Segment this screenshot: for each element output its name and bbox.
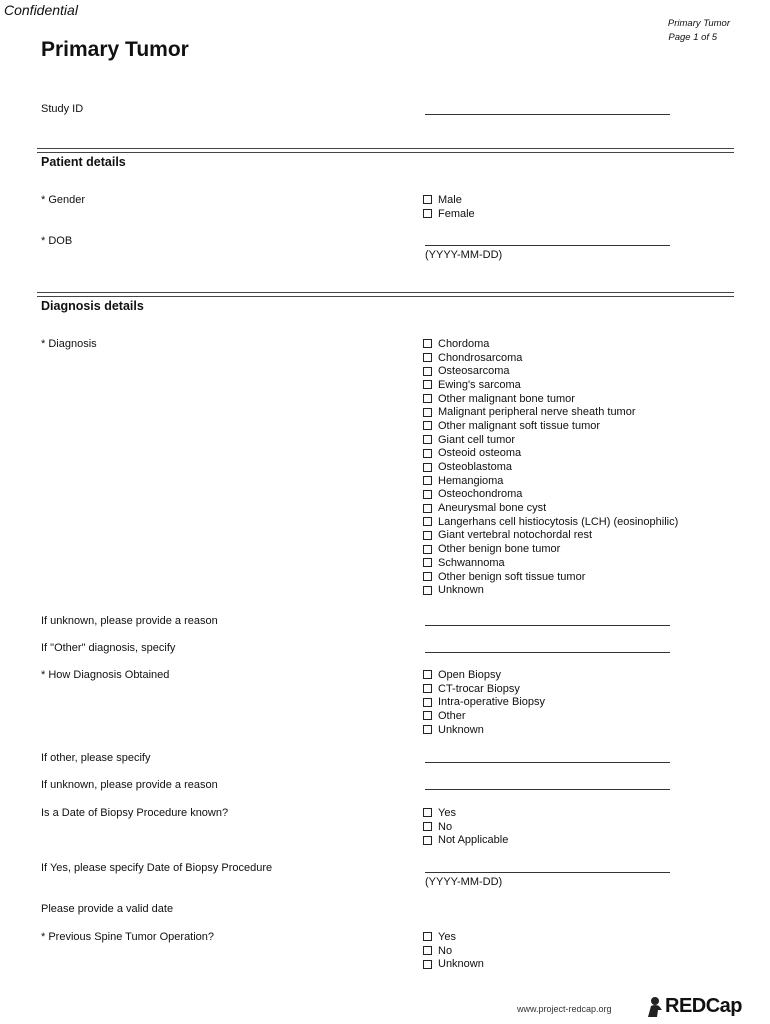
biopsy-date-known-label: Is a Date of Biopsy Procedure known?	[41, 807, 229, 819]
checkbox[interactable]	[423, 932, 432, 941]
diagnosis-option[interactable]	[423, 419, 678, 433]
option-label: Unknown	[438, 958, 484, 971]
confidential-label: Confidential	[4, 2, 78, 18]
how-obtained-label: * How Diagnosis Obtained	[41, 669, 170, 681]
option-label: Schwannoma	[438, 556, 505, 569]
diagnosis-option[interactable]	[423, 392, 678, 406]
diagnosis-section-title: Diagnosis details	[41, 299, 144, 313]
patient-section-title: Patient details	[41, 155, 126, 169]
diagnosis-option[interactable]	[423, 460, 678, 474]
header-page-number: Page 1 of 5	[668, 32, 717, 43]
checkbox[interactable]	[423, 808, 432, 817]
redcap-figure-icon	[645, 996, 665, 1018]
option-label: Giant cell tumor	[438, 433, 516, 446]
diagnosis-option[interactable]	[423, 570, 678, 584]
option-label: Male	[438, 193, 462, 206]
option-label: Other	[438, 709, 466, 722]
option-label: Osteoid osteoma	[438, 447, 522, 460]
diagnosis-option[interactable]	[423, 501, 678, 515]
option-label: Other malignant soft tissue tumor	[438, 419, 601, 432]
checkbox[interactable]	[423, 517, 432, 526]
gender-label: * Gender	[41, 194, 86, 206]
checkbox[interactable]	[423, 394, 432, 403]
checkbox[interactable]	[423, 822, 432, 831]
other-diagnosis-label: If "Other" diagnosis, specify	[41, 642, 176, 654]
section-divider	[37, 292, 734, 297]
option-label: Intra-operative Biopsy	[438, 696, 545, 709]
diagnosis-option[interactable]	[423, 529, 678, 543]
checkbox[interactable]	[423, 545, 432, 554]
option-label: Other benign bone tumor	[438, 543, 561, 556]
section-divider	[37, 148, 734, 153]
checkbox[interactable]	[423, 684, 432, 693]
diagnosis-option[interactable]	[423, 583, 678, 597]
diagnosis-option[interactable]	[423, 542, 678, 556]
diagnosis-option[interactable]	[423, 337, 678, 351]
option-label: Osteochondroma	[438, 488, 523, 501]
diagnosis-option[interactable]	[423, 351, 678, 365]
unknown-reason-label: If unknown, please provide a reason	[41, 615, 218, 627]
checkbox[interactable]	[423, 670, 432, 679]
checkbox[interactable]	[423, 449, 432, 458]
option-label: Langerhans cell histiocytosis (LCH) (eosinophilic)	[438, 515, 679, 528]
option-label: Yes	[438, 806, 456, 819]
how-obtained-option[interactable]	[423, 723, 545, 737]
checkbox[interactable]	[423, 367, 432, 376]
option-label: Chondrosarcoma	[438, 351, 523, 364]
other-diagnosis-field[interactable]	[425, 652, 670, 653]
diagnosis-option[interactable]	[423, 405, 678, 419]
checkbox[interactable]	[423, 408, 432, 417]
diagnosis-option[interactable]	[423, 488, 678, 502]
diagnosis-options	[423, 337, 678, 597]
checkbox[interactable]	[423, 380, 432, 389]
checkbox[interactable]	[423, 558, 432, 567]
dob-field[interactable]	[425, 245, 670, 246]
valid-date-label: Please provide a valid date	[41, 903, 174, 915]
gender-option-male[interactable]	[423, 193, 475, 207]
biopsy-known-option[interactable]	[423, 833, 508, 847]
diagnosis-option[interactable]	[423, 447, 678, 461]
study-id-label: Study ID	[41, 103, 84, 115]
redcap-logo	[645, 995, 742, 1018]
gender-option-female[interactable]	[423, 207, 475, 221]
option-label: No	[438, 944, 453, 957]
checkbox[interactable]	[423, 725, 432, 734]
checkbox[interactable]	[423, 711, 432, 720]
checkbox[interactable]	[423, 586, 432, 595]
biopsy-date-label: If Yes, please specify Date of Biopsy Procedure	[41, 862, 273, 874]
page-title: Primary Tumor	[41, 38, 189, 61]
other-specify-field[interactable]	[425, 762, 670, 763]
checkbox[interactable]	[423, 490, 432, 499]
other-specify-label: If other, please specify	[41, 752, 151, 764]
option-label: Other malignant bone tumor	[438, 392, 575, 405]
how-obtained-option[interactable]	[423, 682, 545, 696]
option-label: Open Biopsy	[438, 668, 501, 681]
checkbox[interactable]	[423, 353, 432, 362]
biopsy-date-format-hint: (YYYY-MM-DD)	[425, 876, 503, 888]
diagnosis-label: * Diagnosis	[41, 338, 97, 350]
checkbox[interactable]	[423, 946, 432, 955]
option-label: Hemangioma	[438, 474, 504, 487]
option-label: Not Applicable	[438, 834, 509, 847]
checkbox[interactable]	[423, 209, 432, 218]
dob-format-hint: (YYYY-MM-DD)	[425, 249, 503, 261]
gender-options	[423, 193, 475, 220]
how-obtained-option[interactable]	[423, 695, 545, 709]
option-label: Malignant peripheral nerve sheath tumor	[438, 406, 636, 419]
redcap-logo-text: REDCap	[665, 995, 743, 1017]
option-label: Osteoblastoma	[438, 461, 512, 474]
how-obtained-option[interactable]	[423, 668, 545, 682]
unknown-reason-label-2: If unknown, please provide a reason	[41, 779, 218, 791]
previous-op-option[interactable]	[423, 957, 484, 971]
checkbox[interactable]	[423, 195, 432, 204]
unknown-reason-field-2[interactable]	[425, 789, 670, 790]
checkbox[interactable]	[423, 531, 432, 540]
previous-operation-label: * Previous Spine Tumor Operation?	[41, 931, 215, 943]
checkbox[interactable]	[423, 698, 432, 707]
biopsy-date-field[interactable]	[425, 872, 670, 873]
diagnosis-option[interactable]	[423, 556, 678, 570]
how-obtained-option[interactable]	[423, 709, 545, 723]
checkbox[interactable]	[423, 476, 432, 485]
checkbox[interactable]	[423, 504, 432, 513]
option-label: Yes	[438, 930, 456, 943]
previous-op-option[interactable]	[423, 930, 484, 944]
study-id-field[interactable]	[425, 114, 670, 115]
biopsy-date-known-options	[423, 806, 508, 847]
option-label: CT-trocar Biopsy	[438, 682, 520, 695]
option-label: Unknown	[438, 723, 484, 736]
checkbox[interactable]	[423, 435, 432, 444]
option-label: Unknown	[438, 584, 484, 597]
biopsy-known-option[interactable]	[423, 820, 508, 834]
option-label: Osteosarcoma	[438, 365, 510, 378]
header-form-name: Primary Tumor	[667, 18, 730, 29]
previous-operation-options	[423, 930, 484, 971]
footer-url: www.project-redcap.org	[517, 1004, 612, 1014]
option-label: Other benign soft tissue tumor	[438, 570, 586, 583]
option-label: Female	[438, 207, 475, 220]
how-obtained-options	[423, 668, 545, 736]
option-label: No	[438, 820, 453, 833]
diagnosis-option[interactable]	[423, 433, 678, 447]
option-label: Aneurysmal bone cyst	[438, 502, 547, 515]
diagnosis-option[interactable]	[423, 378, 678, 392]
diagnosis-option[interactable]	[423, 515, 678, 529]
option-label: Giant vertebral notochordal rest	[438, 529, 593, 542]
diagnosis-option[interactable]	[423, 364, 678, 378]
biopsy-known-option[interactable]	[423, 806, 508, 820]
diagnosis-option[interactable]	[423, 474, 678, 488]
option-label: Chordoma	[438, 337, 490, 350]
unknown-reason-field[interactable]	[425, 625, 670, 626]
previous-op-option[interactable]	[423, 944, 484, 958]
checkbox[interactable]	[423, 339, 432, 348]
dob-label: * DOB	[41, 235, 73, 247]
checkbox[interactable]	[423, 960, 432, 969]
checkbox[interactable]	[423, 572, 432, 581]
checkbox[interactable]	[423, 836, 432, 845]
option-label: Ewing's sarcoma	[438, 378, 521, 391]
checkbox[interactable]	[423, 463, 432, 472]
checkbox[interactable]	[423, 421, 432, 430]
